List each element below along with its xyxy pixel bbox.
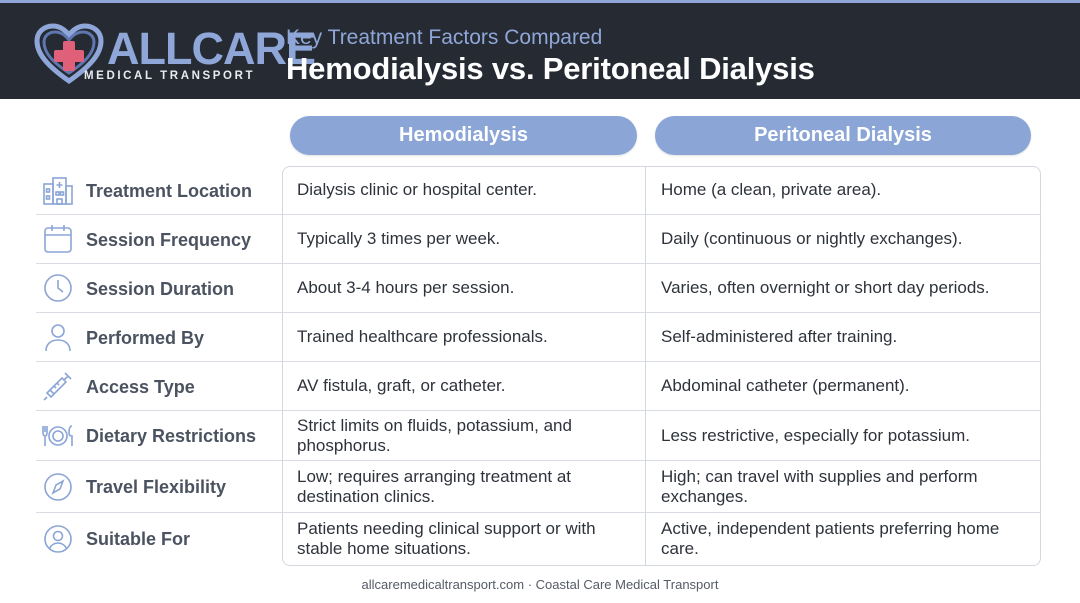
syringe-icon (41, 369, 75, 403)
logo (34, 23, 315, 87)
cell-hemo-travel-flexibility: Low; requires arranging treatment at destination clinics. (297, 466, 572, 506)
hospital-building-icon (41, 174, 75, 208)
clock-icon (41, 271, 75, 305)
column-header-hemodialysis: Hemodialysis (290, 116, 637, 155)
cell-pd-access-type: Abdominal catheter (permanent). (661, 376, 910, 395)
logo-wordmark: ALLCARE (107, 23, 315, 74)
footer-credit: allcaremedicaltransport.com · Coastal Care Medical Transport (361, 577, 719, 592)
cell-pd-performed-by: Self-administered after training. (661, 327, 898, 346)
column-header-peritoneal-dialysis: Peritoneal Dialysis (655, 116, 1031, 155)
page-kicker: Key Treatment Factors Compared (286, 26, 603, 49)
cell-pd-session-duration: Varies, often overnight or short day periods. (661, 278, 990, 297)
cell-pd-treatment-location: Home (a clean, private area). (661, 180, 882, 199)
cell-hemo-suitable-for: Patients needing clinical support or with stable home situations. (297, 519, 596, 558)
page-title: Hemodialysis vs. Peritoneal Dialysis (286, 51, 815, 86)
user-circle-icon (41, 522, 75, 556)
cell-hemo-session-duration: About 3-4 hours per session. (297, 278, 515, 297)
row-label-session-frequency: Session Frequency (86, 230, 252, 250)
row-label-travel-flexibility: Travel Flexibility (86, 477, 227, 497)
compass-icon (41, 470, 75, 504)
cell-pd-travel-flexibility: High; can travel with supplies and perform exchanges. (661, 466, 978, 506)
cell-hemo-dietary-restrictions: Strict limits on fluids, potassium, and phosphorus. (297, 415, 572, 455)
plate-cutlery-icon (41, 419, 75, 453)
row-label-performed-by: Performed By (86, 328, 205, 348)
row-label-session-duration: Session Duration (86, 279, 235, 299)
cell-hemo-treatment-location: Dialysis clinic or hospital center. (297, 180, 537, 199)
cell-hemo-session-frequency: Typically 3 times per week. (297, 229, 501, 248)
calendar-icon (41, 222, 75, 256)
header-banner (0, 0, 1080, 99)
cell-hemo-access-type: AV fistula, graft, or catheter. (297, 376, 506, 395)
row-label-suitable-for: Suitable For (86, 529, 191, 549)
cell-pd-session-frequency: Daily (continuous or nightly exchanges). (661, 229, 963, 248)
row-label-access-type: Access Type (86, 377, 195, 397)
cell-hemo-performed-by: Trained healthcare professionals. (297, 327, 548, 346)
cell-pd-suitable-for: Active, independent patients preferring home care. (661, 519, 1000, 558)
row-label-dietary-restrictions: Dietary Restrictions (86, 426, 257, 446)
row-label-treatment-location: Treatment Location (86, 181, 253, 201)
cell-pd-dietary-restrictions: Less restrictive, especially for potassium. (661, 425, 970, 445)
column-divider (645, 166, 646, 566)
logo-subtitle: MEDICAL TRANSPORT (84, 70, 256, 82)
person-icon (41, 320, 75, 354)
